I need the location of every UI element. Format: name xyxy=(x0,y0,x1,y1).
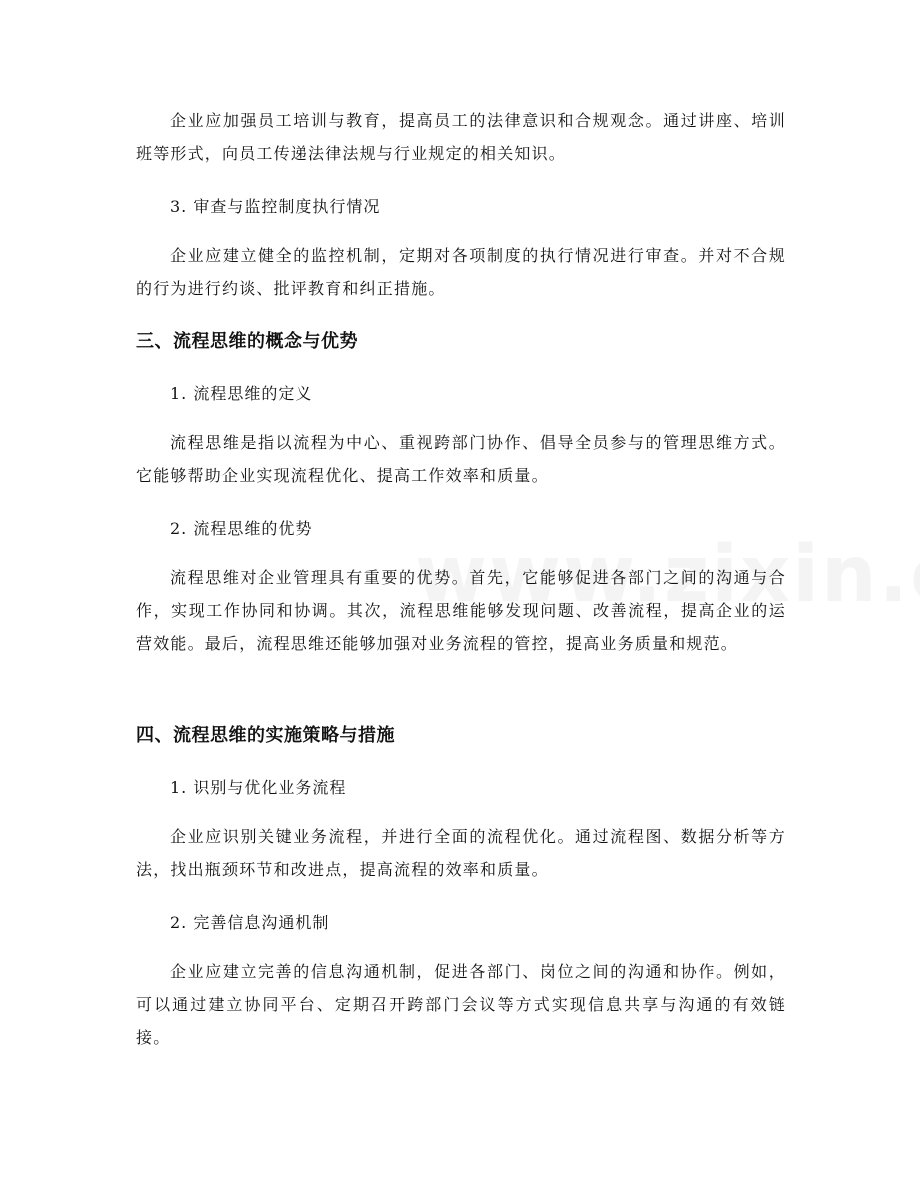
section-heading-4: 四、流程思维的实施策略与措施 xyxy=(136,725,395,746)
paragraph-process-definition: 流程思维是指以流程为中心、重视跨部门协作、倡导全员参与的管理思维方式。它能够帮助企业实现流程优化、提高工作效率和质量。 xyxy=(136,433,786,485)
paragraph-monitoring-mechanism: 企业应建立健全的监控机制，定期对各项制度的执行情况进行审查。并对不合规的行为进行约谈、批评教育和纠正措施。 xyxy=(136,246,786,298)
subheading-identify-optimize: 1. 识别与优化业务流程 xyxy=(170,778,347,797)
paragraph-identify-optimize: 企业应识别关键业务流程，并进行全面的流程优化。通过流程图、数据分析等方法，找出瓶颈环节和改进点，提高流程的效率和质量。 xyxy=(136,827,786,879)
subheading-review-monitoring: 3. 审查与监控制度执行情况 xyxy=(170,197,381,216)
paragraph-process-advantages: 流程思维对企业管理具有重要的优势。首先，它能够促进各部门之间的沟通与合作，实现工作协同和协调。其次，流程思维能够发现问题、改善流程，提高企业的运营效能。最后，流程思维还能够加强对业务流程的管控，提高业务质量和规范。 xyxy=(136,568,786,653)
paragraph-communication: 企业应建立完善的信息沟通机制，促进各部门、岗位之间的沟通和协作。例如，可以通过建立协同平台、定期召开跨部门会议等方式实现信息共享与沟通的有效链接。 xyxy=(136,962,786,1047)
subheading-communication: 2. 完善信息沟通机制 xyxy=(170,913,330,932)
section-heading-3: 三、流程思维的概念与优势 xyxy=(136,331,358,352)
subheading-process-advantages: 2. 流程思维的优势 xyxy=(170,519,313,538)
paragraph-employee-training: 企业应加强员工培训与教育，提高员工的法律意识和合规观念。通过讲座、培训班等形式，向员工传递法律法规与行业规定的相关知识。 xyxy=(136,111,786,163)
subheading-process-definition: 1. 流程思维的定义 xyxy=(170,384,313,403)
